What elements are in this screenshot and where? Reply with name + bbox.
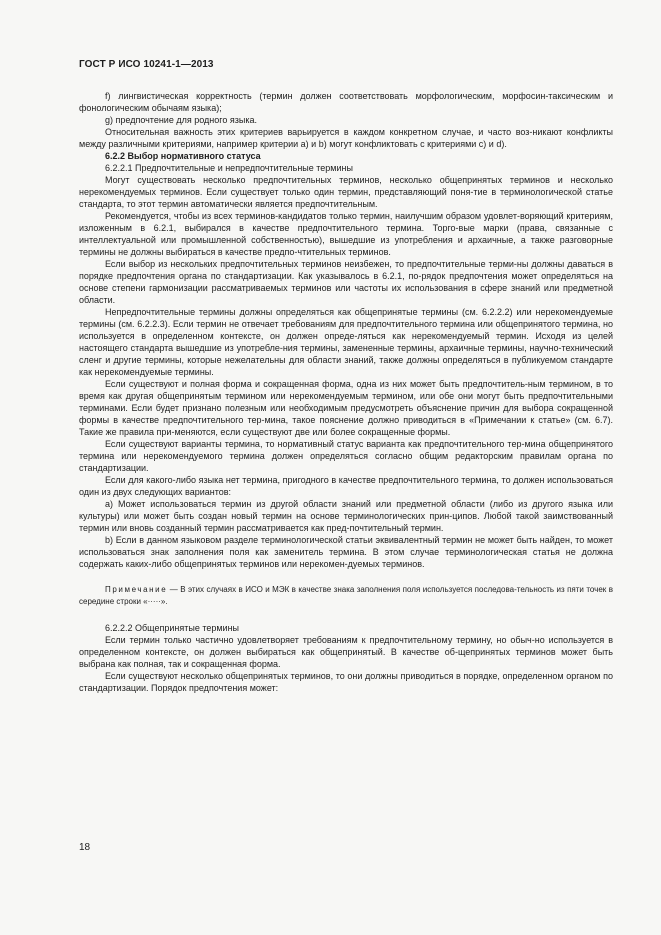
paragraph: Относительная важность этих критериев варьируется в каждом конкретном случае, и часто воз-никают конфликты между различными критериями, например критерии a) и b) могут конфликтовать с критериями c) и d).	[79, 127, 613, 149]
subsection-heading: 6.2.2.2 Общепринятые термины	[105, 623, 240, 633]
note-text: — В этих случаях в ИСО и МЭК в качестве знака заполнения поля используется последова-тельность из пяти точек в середине строки «·····».	[79, 585, 613, 606]
paragraph: Могут существовать несколько предпочтительных терминов, несколько общепринятых терминов и несколько нерекомендуемых терминов. Если существует только один термин, представляющий поня-тие в терминологической статье стандарта, то этот термин автоматически является предпочтительным.	[79, 175, 613, 209]
list-item-g: g) предпочтение для родного языка.	[105, 115, 257, 125]
paragraph: Непредпочтительные термины должны определяться как общепринятые термины (см. 6.2.2.2) или нерекомендуемые термины (см. 6.2.2.3). Если термин не отвечает требованиям для предпочтительного термина или общепринятого термина, но используется в определенном контексте, он должен опреде-ляться как нерекомендуемый термин. Исходя из целей настоящего стандарта вышедшие из употребле-ния термины, замененные термины, архаичные термины, научно-технический сленг и другие термины, которые нежелательны для области знаний, также должны определяться в публикуемом стандарте как нерекомендуемые термины.	[79, 307, 613, 377]
subsection-heading: 6.2.2.1 Предпочтительные и непредпочтительные термины	[105, 163, 353, 173]
paragraph: Если для какого-либо языка нет термина, пригодного в качестве предпочтительного термина, то должен использоваться один из двух следующих вариантов:	[79, 475, 613, 497]
page-header: ГОСТ Р ИСО 10241-1—2013	[79, 59, 214, 70]
page-number: 18	[79, 842, 91, 853]
note	[79, 584, 613, 608]
paragraph: Рекомендуется, чтобы из всех терминов-кандидатов только термин, наилучшим образом удовлет-воряющий критериям, изложенным в 6.2.1, выбирался в качестве предпочтительного термина. Торго-вые марки (права, связанные с интеллектуальной или промышленной собственностью), вышедшие из употребления и архаичные, а также разговорные термины не должны выбираться в качестве предпо-чтительных терминов.	[79, 211, 613, 257]
note-label: Примечание	[105, 585, 168, 594]
paragraph: Если существуют несколько общепринятых терминов, то они должны приводиться в порядке, определенном органом по стандартизации. Порядок предпочтения может:	[79, 671, 613, 693]
paragraph: Если термин только частично удовлетворяет требованиям к предпочтительному термину, но обыч-но используется в определенном контексте, он должен выбираться как общепринятый. В качестве об-щепринятых терминов может быть выбрана как полная, так и сокращенная форма.	[79, 635, 613, 669]
section-heading: 6.2.2 Выбор нормативного статуса	[105, 151, 261, 161]
document-body	[79, 90, 613, 694]
list-item-a: a) Может использоваться термин из другой области знаний или предметной области (либо из другого языка или культуры) или может быть создан новый термин на основе терминологических прин-ципов. Любой такой заимствованный термин или вновь созданный термин рассматривается как пред-почтительный термин.	[79, 499, 613, 533]
paragraph: Если существуют и полная форма и сокращенная форма, одна из них может быть предпочтитель-ным термином, в то время как другая общепринятым термином или нерекомендуемым термином, или обе они могут быть предпочтительными терминами. Если будет признано полезным или необходимым предусмотреть объяснение причин для выбора сокращенной формы в качестве предпочтительного тер-мина, такое пояснение должно приводиться в «Примечании к статье» (см. 6.7). Такие же правила при-меняются, если существуют две или более сокращенные формы.	[79, 379, 613, 437]
list-item-b: b) Если в данном языковом разделе терминологической статьи эквивалентный термин не может быть найден, то может использоваться знак заполнения поля как заменитель термина. В этом случае терминологическая статья не должна содержать каких-либо общепринятых терминов или нерекомен-дуемых терминов.	[79, 535, 613, 569]
list-item-f: f) лингвистическая корректность (термин должен соответствовать морфологическим, морфосин-таксическим и фонологическим обычаям языка);	[79, 91, 613, 113]
paragraph: Если существуют варианты термина, то нормативный статус варианта как предпочтительного тер-мина общепринятого термина или нерекомендуемого термина должен определяться согласно общим редакторским правилам органа по стандартизации.	[79, 439, 613, 473]
paragraph: Если выбор из нескольких предпочтительных терминов неизбежен, то предпочтительные терми-ны должны даваться в порядке предпочтения органа по стандартизации. Как указывалось в 6.2.1, по-рядок предпочтения может определяться на основе степени гармонизации рассматриваемых терминов или частоты их использования в сфере знаний или предметной области.	[79, 259, 613, 305]
